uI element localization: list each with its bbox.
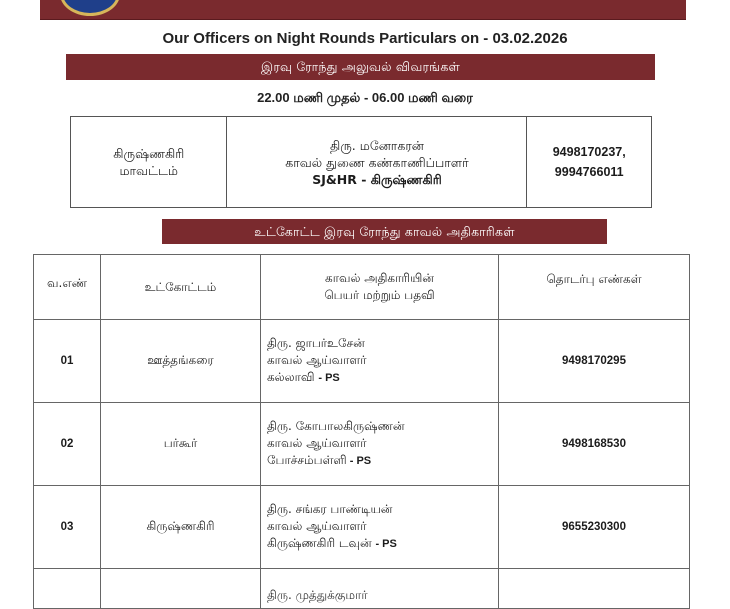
table-row — [34, 486, 690, 569]
header-band — [40, 0, 686, 20]
row-subdivision — [101, 569, 261, 609]
officer-name: திரு. கோபாலகிருஷ்ணன் — [267, 419, 405, 433]
officer-station: கிருஷ்ணகிரி டவுன் - PS — [267, 536, 397, 550]
district-officer-cell — [227, 117, 527, 207]
table-row — [34, 569, 690, 609]
header-serial-number: வ.எண் — [34, 255, 101, 320]
table-header-row — [34, 255, 690, 320]
table-row — [34, 403, 690, 486]
header-officer-line1: காவல் அதிகாரியின் — [325, 271, 434, 285]
table-row — [34, 320, 690, 403]
district-phone-1: 9498170237, — [552, 145, 626, 159]
row-serial-number — [34, 569, 101, 609]
duty-time-range: 22.00 மணி முதல் - 06.00 மணி வரை — [257, 90, 473, 105]
header-officer — [261, 255, 499, 320]
district-phone-2: 9994766011 — [554, 165, 624, 179]
row-officer — [261, 569, 499, 609]
officer-station: போச்சம்பள்ளி - PS — [267, 453, 372, 467]
row-subdivision: ஊத்தங்கரை — [101, 320, 261, 403]
row-officer — [261, 403, 499, 486]
night-rounds-banner: இரவு ரோந்து அலுவல் விவரங்கள் — [66, 54, 655, 80]
district-name-cell — [71, 117, 227, 207]
row-serial-number: 03 — [34, 486, 101, 569]
row-serial-number: 01 — [34, 320, 101, 403]
row-officer — [261, 320, 499, 403]
district-officer-unit: SJ&HR - கிருஷ்ணகிரி — [312, 171, 442, 187]
district-name-line2: மாவட்டம் — [119, 163, 178, 178]
district-contact-cell — [527, 117, 651, 207]
header-officer-line2: பெயர் மற்றும் பதவி — [324, 288, 435, 302]
officer-rank: காவல் ஆய்வாளர் — [267, 519, 367, 533]
officer-name-partial: திரு. முத்துக்குமார் — [267, 588, 368, 602]
district-name-line1: கிருஷ்ணகிரி — [113, 146, 185, 161]
row-phone: 9498170295 — [499, 320, 690, 403]
row-subdivision: கிருஷ்ணகிரி — [101, 486, 261, 569]
district-officer-name: திரு. மனோகரன் — [329, 137, 424, 153]
row-phone: 9498168530 — [499, 403, 690, 486]
officer-rank: காவல் ஆய்வாளர் — [267, 436, 367, 450]
row-subdivision: பர்கூர் — [101, 403, 261, 486]
subdivision-officers-banner: உட்கோட்ட இரவு ரோந்து காவல் அதிகாரிகள் — [162, 219, 607, 244]
district-officer-table — [70, 116, 652, 208]
page-title: Our Officers on Night Rounds Particulars on - 03.02.2026 — [162, 30, 568, 47]
row-phone: 9655230300 — [499, 486, 690, 569]
officer-name: திரு. ஜாபர்உசேன் — [267, 336, 365, 350]
subdivision-officers-table — [33, 254, 690, 609]
district-officer-rank: காவல் துணை கண்காணிப்பாளர் — [285, 154, 469, 170]
row-phone — [499, 569, 690, 609]
header-subdivision: உட்கோட்டம் — [101, 255, 261, 320]
officer-name: திரு. சங்கர பாண்டியன் — [267, 502, 393, 516]
row-serial-number: 02 — [34, 403, 101, 486]
officer-station: கல்லாவி - PS — [267, 370, 340, 384]
header-contact: தொடர்பு எண்கள் — [499, 255, 690, 320]
row-officer — [261, 486, 499, 569]
officer-rank: காவல் ஆய்வாளர் — [267, 353, 367, 367]
